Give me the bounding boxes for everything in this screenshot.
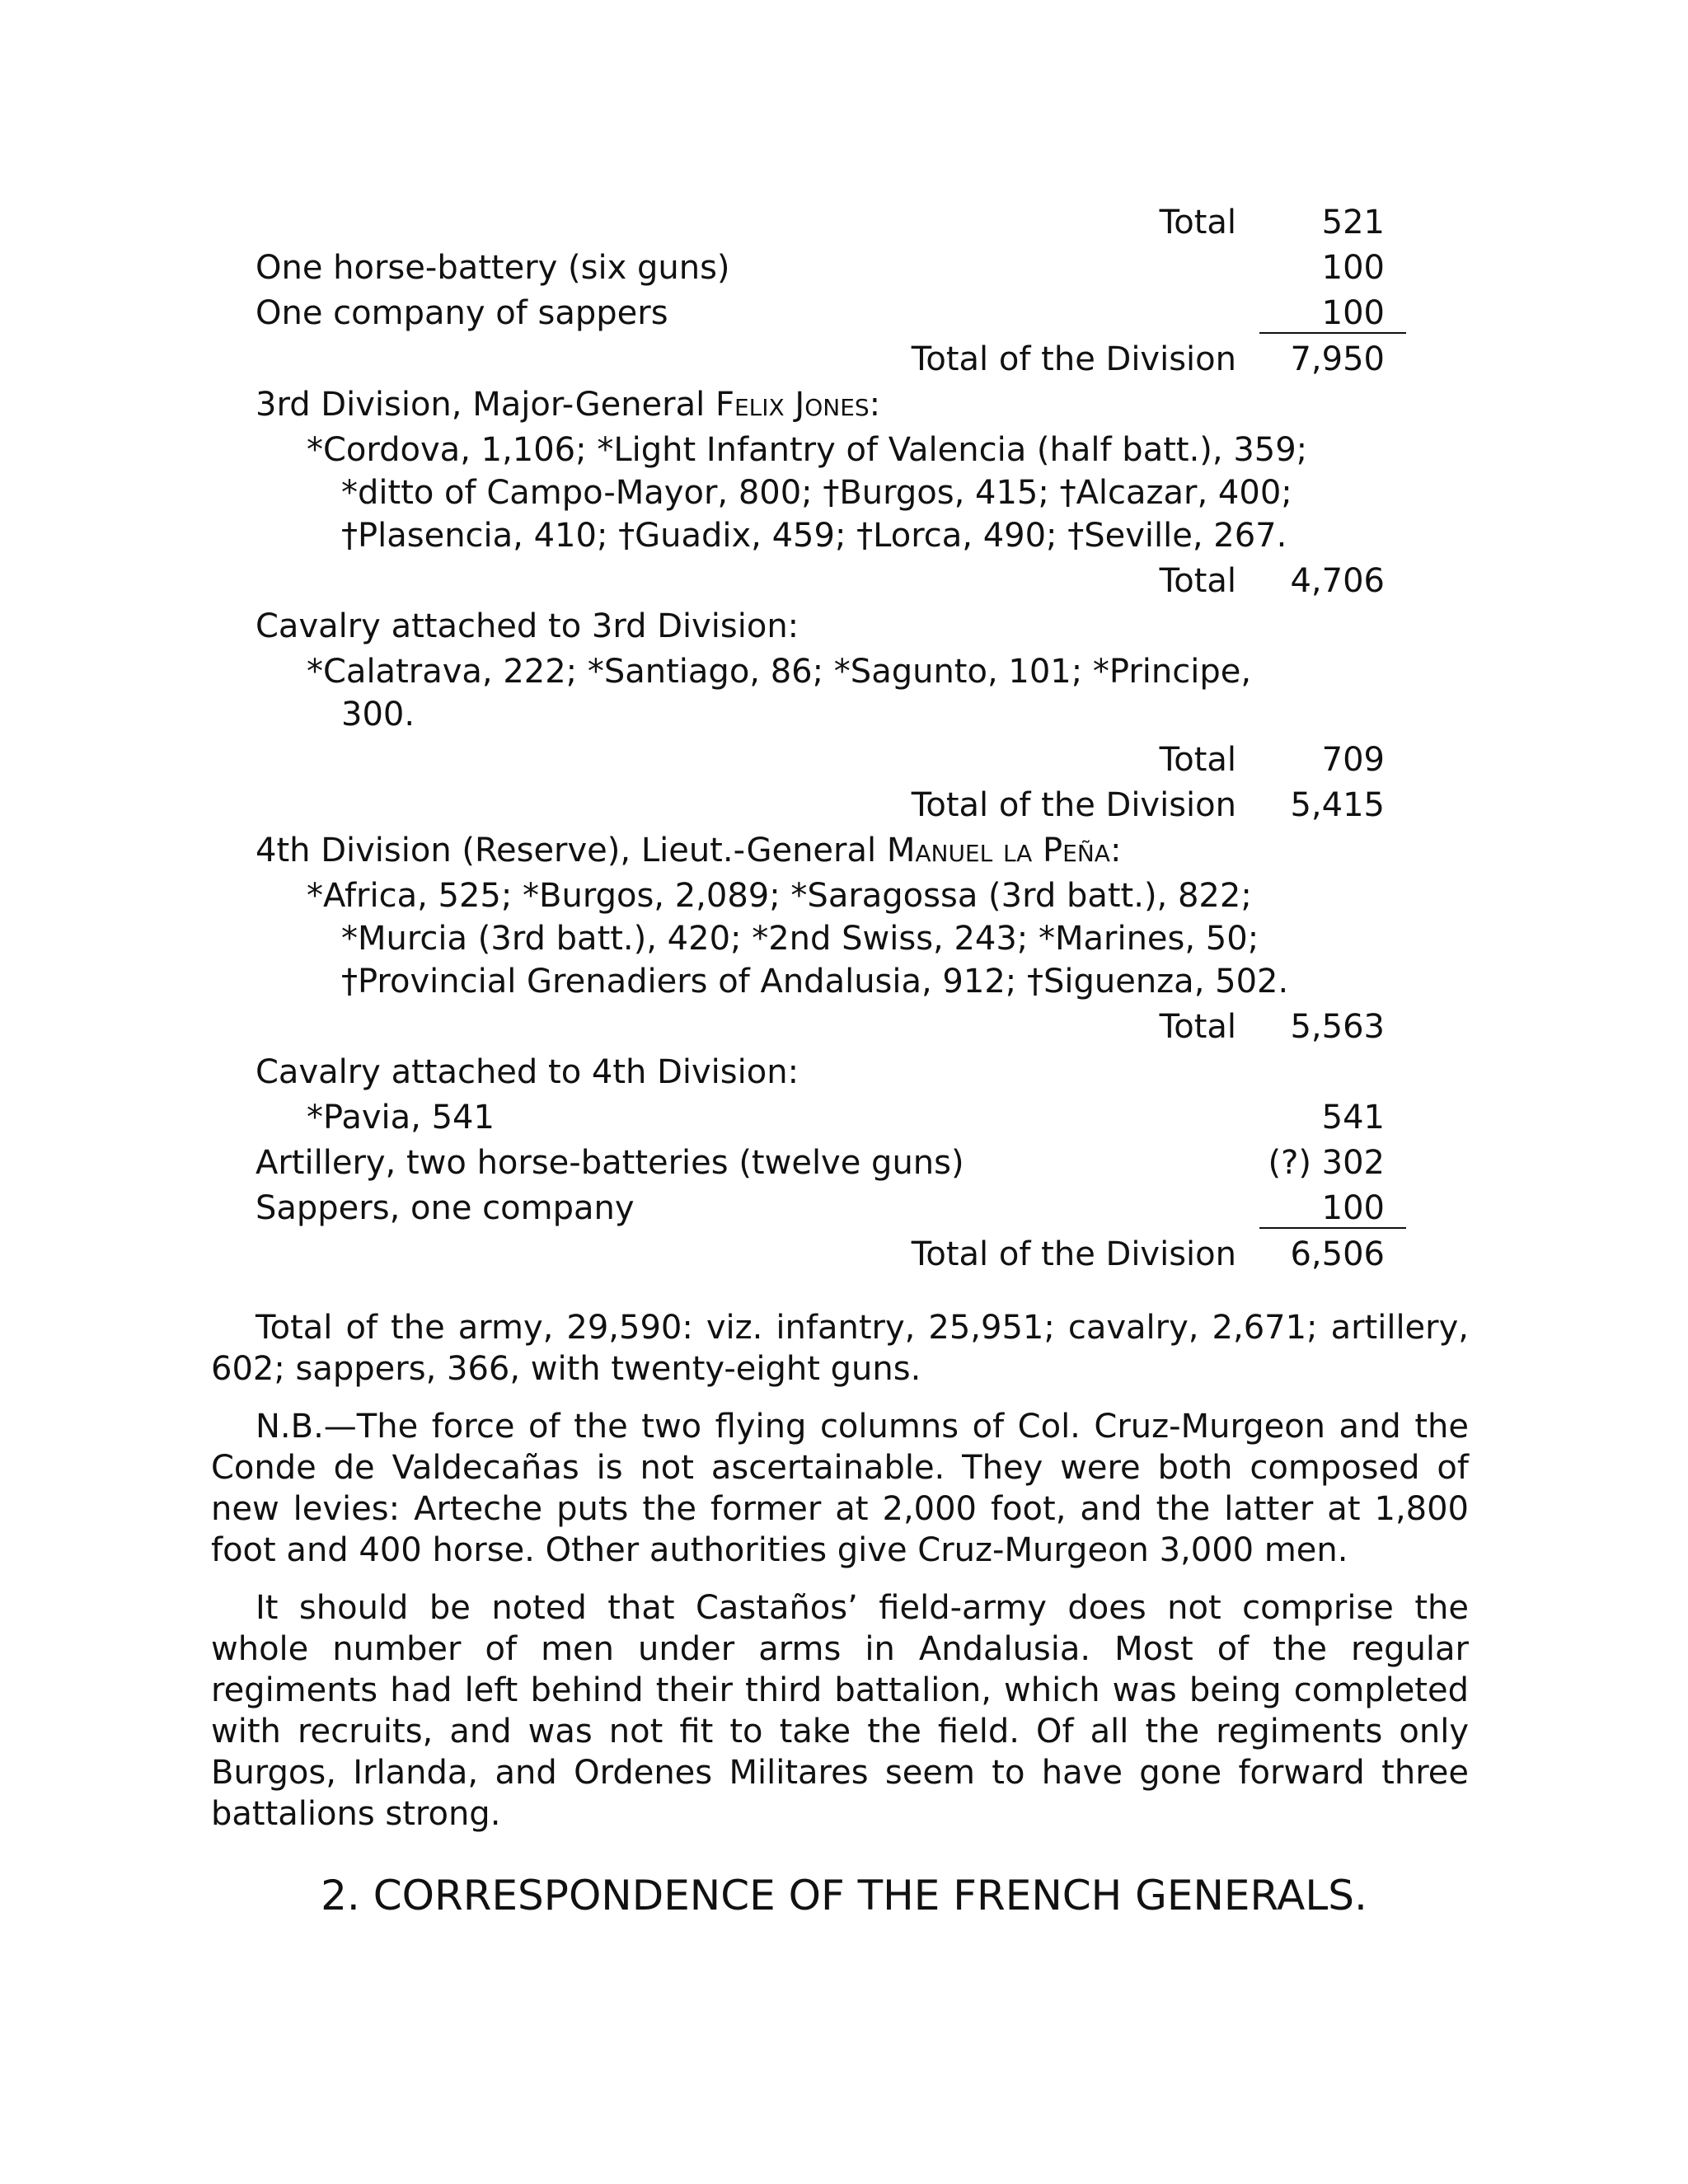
row-label: *Pavia, 541 (307, 1099, 495, 1137)
row-label: One horse-battery (six guns) (256, 249, 730, 287)
division-total-value: 6,506 (1290, 1235, 1385, 1273)
row-value: 709 (1321, 741, 1385, 779)
row-value: 100 (1321, 249, 1385, 287)
remark-paragraph: It should be noted that Castaños’ field-army does not comprise the whole number of men under arms in Andalusia. Most of the regular regiments had left behind their third battalion, which was being completed with recruits, and was not fit to take the field. Of all the regiments only Burgos, Irlanda, and Ordenes Militares seem to have gone forward three battalions strong. (211, 1589, 1469, 1833)
table-row (0, 336, 1688, 382)
section-heading: 2. CORRESPONDENCE OF THE FRENCH GENERALS. (321, 1872, 1367, 1919)
division-heading-text: 3rd Division, Major-General (256, 386, 715, 424)
division-heading-text: 4th Division (Reserve), Lieut.-General (256, 832, 887, 869)
row-value: 4,706 (1290, 562, 1385, 600)
division-heading (0, 382, 1688, 428)
table-row (0, 1049, 1688, 1095)
row-value: 521 (1321, 204, 1385, 241)
regiment-list-text: †Plasencia, 410; †Guadix, 459; †Lorca, 490; †Seville, 267. (341, 517, 1287, 555)
total-label: Total (1159, 204, 1236, 241)
division-heading (0, 827, 1688, 874)
regiment-list-text: *Calatrava, 222; *Santiago, 86; *Sagunto, 101; *Principe, (307, 653, 1252, 691)
table-row (0, 199, 1688, 246)
row-label: Cavalry attached to 4th Division: (256, 1053, 799, 1091)
division-total-value: 7,950 (1290, 340, 1385, 378)
table-row (0, 1140, 1688, 1186)
sum-rule (1259, 332, 1406, 334)
table-row (0, 558, 1688, 604)
table-row (0, 1004, 1688, 1050)
regiment-line (0, 916, 1688, 962)
row-value: 541 (1321, 1099, 1385, 1137)
colon: : (1109, 832, 1122, 869)
regiment-list-text: *Cordova, 1,106; *Light Infantry of Valencia (half batt.), 359; (307, 431, 1308, 469)
regiment-line (0, 513, 1688, 559)
table-row (0, 290, 1688, 336)
regiment-list-text: *Africa, 525; *Burgos, 2,089; *Saragossa (3rd batt.), 822; (307, 877, 1252, 915)
total-label: Total (1159, 1008, 1236, 1046)
regiment-list-text: *Murcia (3rd batt.), 420; *2nd Swiss, 243; *Marines, 50; (341, 920, 1259, 958)
total-label: Total (1159, 741, 1236, 779)
colon: : (869, 386, 881, 424)
regiment-line (0, 649, 1688, 695)
regiment-list-text: †Provincial Grenadiers of Andalusia, 912; †Siguenza, 502. (341, 963, 1289, 1001)
row-value: (?) 302 (1268, 1144, 1385, 1182)
table-row (0, 603, 1688, 649)
row-label: Artillery, two horse-batteries (twelve guns) (256, 1144, 964, 1182)
table-row (0, 1185, 1688, 1231)
row-label: Sappers, one company (256, 1189, 635, 1227)
regiment-list-text: 300. (341, 696, 415, 733)
table-row (0, 782, 1688, 828)
regiment-line (0, 470, 1688, 516)
commander-name: Manuel la Peña (886, 832, 1110, 869)
row-value: 100 (1321, 1189, 1385, 1227)
division-total-label: Total of the Division (911, 786, 1236, 824)
division-total-label: Total of the Division (911, 1235, 1236, 1273)
regiment-list-text: *ditto of Campo-Mayor, 800; †Burgos, 415; †Alcazar, 400; (341, 474, 1292, 512)
total-label: Total (1159, 562, 1236, 600)
commander-name: Felix Jones (715, 386, 870, 424)
table-row (0, 737, 1688, 783)
row-label: One company of sappers (256, 294, 668, 332)
regiment-line (0, 691, 1688, 738)
regiment-line (0, 873, 1688, 919)
sum-rule (1259, 1227, 1406, 1229)
army-total-paragraph: Total of the army, 29,590: viz. infantry, 25,951; cavalry, 2,671; artillery, 602; sappers, 366, with twenty-eight guns. (211, 1309, 1469, 1388)
note-paragraph: N.B.—The force of the two flying columns of Col. Cruz-Murgeon and the Conde de Valdecañas is not ascertainable. They were both composed of new levies: Arteche puts the former at 2,000 foot, and the latter at 1,800 foot and 400 horse. Other authorities give Cruz-Murgeon 3,000 men. (211, 1408, 1469, 1569)
table-row (0, 245, 1688, 291)
regiment-line (0, 958, 1688, 1005)
row-value: 5,563 (1290, 1008, 1385, 1046)
row-value: 100 (1321, 294, 1385, 332)
division-total-label: Total of the Division (911, 340, 1236, 378)
table-row (0, 1094, 1688, 1141)
table-row (0, 1231, 1688, 1277)
row-label: Cavalry attached to 3rd Division: (256, 607, 799, 645)
regiment-line (0, 427, 1688, 473)
division-total-value: 5,415 (1290, 786, 1385, 824)
